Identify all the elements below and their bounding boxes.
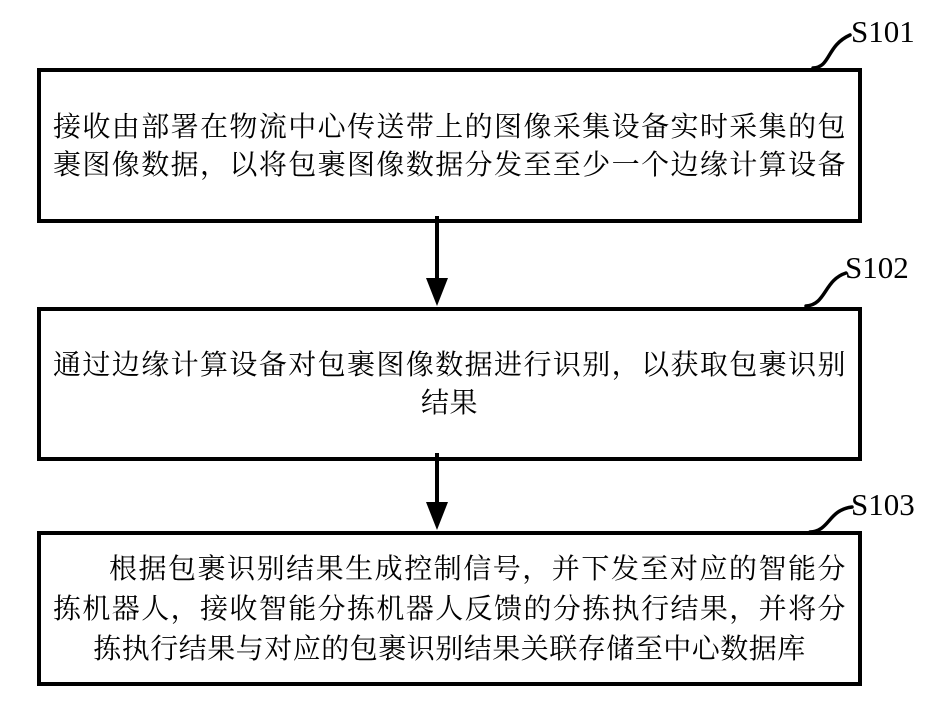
step-label-s103: S103 (851, 487, 915, 522)
step-s103-text-line-1: 根据包裹识别结果生成控制信号，并下发至对应的智能分 (109, 552, 846, 584)
step-s101-text-line-1: 接收由部署在物流中心传送带上的图像采集设备实时采集的包 (53, 110, 846, 142)
step-box-s101 (37, 68, 862, 223)
leader-line-s103 (810, 507, 852, 532)
step-s102-text-line-2: 结果 (420, 387, 478, 418)
step-box-s102 (37, 307, 862, 461)
leader-line-s102 (806, 273, 846, 306)
step-s101-text-line-2: 裹图像数据，以将包裹图像数据分发至至少一个边缘计算设备 (53, 148, 846, 180)
step-s102-text-line-1: 通过边缘计算设备对包裹图像数据进行识别，以获取包裹识别 (53, 349, 846, 380)
step-s103-text-line-3: 拣执行结果与对应的包裹识别结果关联存储至中心数据库 (93, 632, 806, 664)
step-box-s103 (37, 531, 862, 686)
step-label-s102: S102 (845, 250, 909, 285)
step-label-s101: S101 (851, 14, 915, 49)
step-s103-text-line-2: 拣机器人，接收智能分拣机器人反馈的分拣执行结果，并将分 (53, 592, 846, 624)
flow-arrow-2 (426, 453, 448, 530)
flow-arrow-1 (426, 216, 448, 306)
leader-line-s101 (813, 35, 850, 68)
